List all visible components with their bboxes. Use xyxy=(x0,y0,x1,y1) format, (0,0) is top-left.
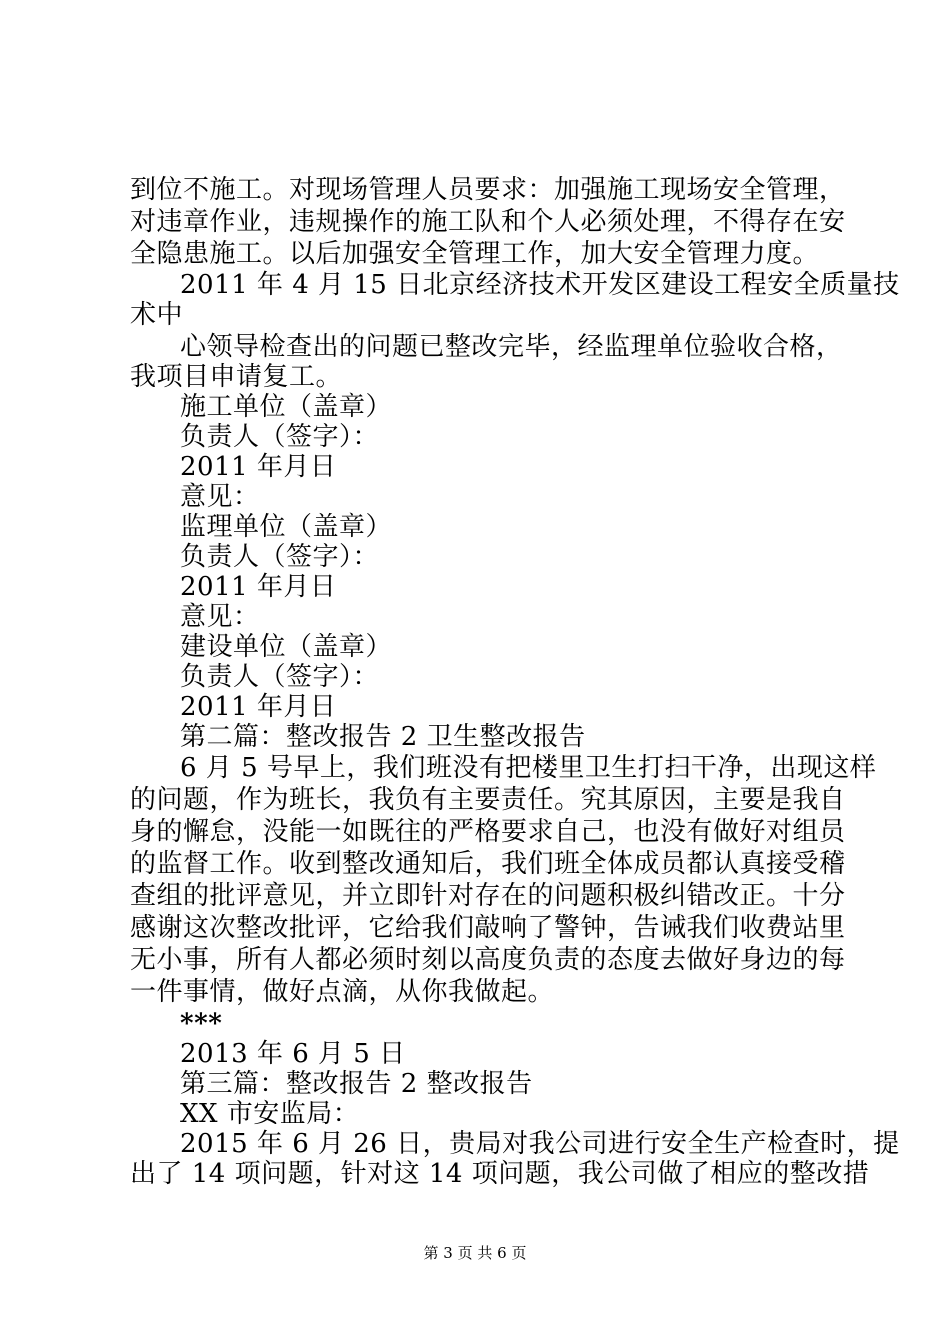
section-heading: 第二篇：整改报告 2 卫生整改报告 xyxy=(180,722,586,752)
body-text-line: 全隐患施工。以后加强安全管理工作，加大安全管理力度。 xyxy=(130,239,820,269)
author-mask: *** xyxy=(180,1009,223,1039)
signature-line: 负责人（签字）： xyxy=(180,542,380,572)
signature-line: 建设单位（盖章） xyxy=(180,632,393,662)
body-text-line: 查组的批评意见，并立即针对存在的问题积极纠错改正。十分 xyxy=(130,881,846,911)
body-text-line: 身的懈怠，没能一如既往的严格要求自己，也没有做好对组员 xyxy=(130,817,846,847)
body-text-line: 6 月 5 号早上，我们班没有把楼里卫生打扫干净，出现这样 xyxy=(180,753,877,783)
body-text-line: 无小事，所有人都必须时刻以高度负责的态度去做好身边的每 xyxy=(130,945,846,975)
section-heading: 第三篇：整改报告 2 整改报告 xyxy=(180,1069,533,1099)
signature-line: 负责人（签字）： xyxy=(180,422,380,452)
signature-line: 负责人（签字）： xyxy=(180,662,380,692)
body-text-line: 我项目申请复工。 xyxy=(130,362,343,392)
body-text-line: 2011 年 4 月 15 日北京经济技术开发区建设工程安全质量技 xyxy=(180,270,900,300)
opinion-line: 意见： xyxy=(180,482,260,512)
opinion-line: 意见： xyxy=(180,602,260,632)
body-text-line: 到位不施工。对现场管理人员要求：加强施工现场安全管理， xyxy=(130,175,846,205)
body-text-line: 感谢这次整改批评，它给我们敲响了警钟，告诫我们收费站里 xyxy=(130,913,846,943)
signature-line: 施工单位（盖章） xyxy=(180,392,393,422)
addressee-line: XX 市安监局： xyxy=(180,1099,360,1129)
body-text-line: 对违章作业，违规操作的施工队和个人必须处理，不得存在安 xyxy=(130,207,846,237)
date-line: 2011 年月日 xyxy=(180,452,337,482)
body-text-line: 心领导检查出的问题已整改完毕，经监理单位验收合格， xyxy=(180,332,843,362)
body-text-line: 出了 14 项问题，针对这 14 项问题，我公司做了相应的整改措 xyxy=(130,1159,870,1189)
body-text-line: 一件事情，做好点滴，从你我做起。 xyxy=(130,977,555,1007)
date-line: 2011 年月日 xyxy=(180,692,337,722)
body-text-line: 的监督工作。收到整改通知后，我们班全体成员都认真接受稽 xyxy=(130,849,846,879)
body-text-line: 的问题，作为班长，我负有主要责任。究其原因，主要是我自 xyxy=(130,785,846,815)
page-footer: 第 3 页 共 6 页 xyxy=(423,1244,527,1262)
body-text-line: 2015 年 6 月 26 日，贵局对我公司进行安全生产检查时，提 xyxy=(180,1129,900,1159)
signature-line: 监理单位（盖章） xyxy=(180,512,393,542)
date-line: 2011 年月日 xyxy=(180,572,337,602)
date-line: 2013 年 6 月 5 日 xyxy=(180,1039,406,1069)
body-text-line: 术中 xyxy=(130,300,184,330)
